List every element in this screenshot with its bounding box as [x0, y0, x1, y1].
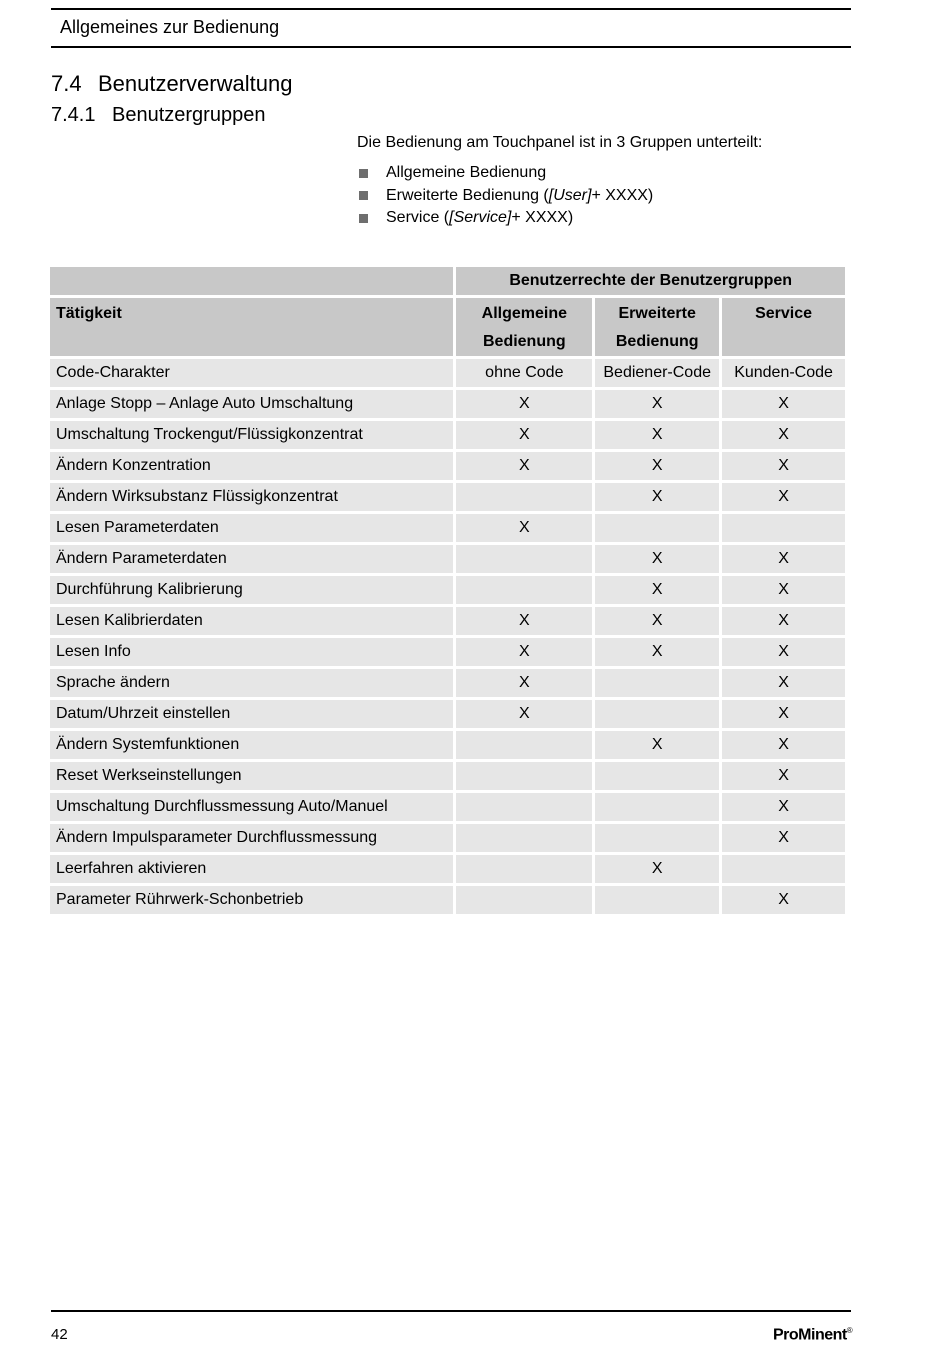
row-label: Parameter Rührwerk-Schonbetrieb [50, 886, 453, 914]
cell-service: X [722, 824, 845, 852]
cell-service: X [722, 638, 845, 666]
cell-extended [595, 793, 719, 821]
cell-general [456, 731, 592, 759]
list-item-text: Service ( [386, 209, 450, 227]
table-row [50, 886, 845, 914]
row-label: Sprache ändern [50, 669, 453, 697]
subsection-title: Benutzergruppen [112, 104, 266, 126]
table-group-header: Benutzerrechte der Benutzergruppen [456, 267, 845, 295]
cell-general: X [456, 700, 592, 728]
row-label: Ändern Impulsparameter Durchflussmessung [50, 824, 453, 852]
cell-general [456, 824, 592, 852]
section-heading [51, 71, 292, 97]
table-row [50, 452, 845, 480]
cell-general [456, 793, 592, 821]
cell-extended: X [595, 855, 719, 883]
table-row [50, 855, 845, 883]
row-label: Code-Charakter [50, 359, 453, 387]
table-body [50, 390, 845, 914]
cell-general: X [456, 514, 592, 542]
column-header-extended [595, 298, 719, 356]
footer-divider [51, 1310, 851, 1312]
page-number: 42 [51, 1326, 68, 1343]
cell-extended: Bediener-Code [595, 359, 719, 387]
cell-extended: X [595, 607, 719, 635]
row-label: Leerfahren aktivieren [50, 855, 453, 883]
table-row [50, 669, 845, 697]
cell-service: Kunden-Code [722, 359, 845, 387]
column-header-general [456, 298, 592, 356]
cell-general: X [456, 390, 592, 418]
table-row [50, 576, 845, 604]
cell-service: X [722, 607, 845, 635]
cell-general [456, 576, 592, 604]
column-header-line: Bedienung [615, 333, 699, 350]
cell-extended [595, 514, 719, 542]
list-item-text-suffix: + XXXX) [511, 209, 574, 227]
brand-logo-text: ProMinent [773, 1326, 847, 1344]
cell-service: X [722, 793, 845, 821]
column-header-service: Service [722, 298, 845, 356]
table-row [50, 545, 845, 573]
list-item-key: [User] [548, 186, 592, 204]
cell-service: X [722, 762, 845, 790]
cell-extended [595, 886, 719, 914]
cell-service: X [722, 545, 845, 573]
table-row [50, 390, 845, 418]
subsection-number: 7.4.1 [51, 104, 96, 126]
row-label: Umschaltung Trockengut/Flüssigkonzentrat [50, 421, 453, 449]
row-label: Lesen Parameterdaten [50, 514, 453, 542]
cell-extended [595, 824, 719, 852]
table-row [50, 483, 845, 511]
list-item-text: Allgemeine Bedienung [386, 164, 547, 182]
column-header-line: Erweiterte [618, 305, 696, 322]
cell-service [722, 514, 845, 542]
cell-general: X [456, 452, 592, 480]
list-item [357, 207, 653, 230]
row-label: Lesen Kalibrierdaten [50, 607, 453, 635]
table-row [50, 638, 845, 666]
table-row [50, 824, 845, 852]
running-header-title: Allgemeines zur Bedienung [60, 17, 280, 37]
cell-service: X [722, 731, 845, 759]
row-label: Anlage Stopp – Anlage Auto Umschaltung [50, 390, 453, 418]
row-label: Ändern Wirksubstanz Flüssigkonzentrat [50, 483, 453, 511]
table-header-blank [50, 267, 453, 295]
column-header-activity: Tätigkeit [50, 298, 453, 356]
cell-general [456, 483, 592, 511]
cell-general [456, 545, 592, 573]
cell-extended [595, 669, 719, 697]
subsection-heading [51, 104, 265, 127]
square-bullet-icon [359, 169, 368, 178]
row-label: Ändern Parameterdaten [50, 545, 453, 573]
table-row [50, 700, 845, 728]
cell-service: X [722, 452, 845, 480]
user-rights-table [47, 264, 848, 917]
running-header [51, 8, 851, 48]
cell-extended: X [595, 545, 719, 573]
section-number: 7.4 [51, 71, 82, 96]
cell-service: X [722, 669, 845, 697]
row-label: Datum/Uhrzeit einstellen [50, 700, 453, 728]
row-label: Lesen Info [50, 638, 453, 666]
cell-service: X [722, 576, 845, 604]
cell-service: X [722, 700, 845, 728]
cell-extended: X [595, 638, 719, 666]
table-row [50, 421, 845, 449]
cell-service: X [722, 421, 845, 449]
group-list [357, 162, 653, 230]
table-row [50, 607, 845, 635]
cell-general: ohne Code [456, 359, 592, 387]
cell-extended [595, 762, 719, 790]
row-label: Ändern Konzentration [50, 452, 453, 480]
cell-extended: X [595, 452, 719, 480]
cell-extended: X [595, 421, 719, 449]
row-label: Umschaltung Durchflussmessung Auto/Manuel [50, 793, 453, 821]
list-item [357, 162, 653, 185]
cell-extended: X [595, 576, 719, 604]
square-bullet-icon [359, 191, 368, 200]
cell-extended: X [595, 483, 719, 511]
intro-text: Die Bedienung am Touchpanel ist in 3 Gruppen unterteilt: [357, 134, 763, 151]
cell-extended [595, 700, 719, 728]
list-item-text: Erweiterte Bedienung ( [386, 186, 549, 204]
cell-service: X [722, 886, 845, 914]
brand-logo [773, 1326, 852, 1344]
table-row [50, 514, 845, 542]
table-row [50, 793, 845, 821]
cell-general [456, 762, 592, 790]
table-row [50, 731, 845, 759]
cell-general: X [456, 669, 592, 697]
table-row [50, 762, 845, 790]
row-label: Ändern Systemfunktionen [50, 731, 453, 759]
list-item [357, 185, 653, 208]
cell-general: X [456, 421, 592, 449]
table-row-code [50, 359, 845, 387]
cell-general [456, 855, 592, 883]
cell-general: X [456, 638, 592, 666]
cell-service [722, 855, 845, 883]
row-label: Reset Werkseinstellungen [50, 762, 453, 790]
list-item-key: [Service] [449, 209, 512, 227]
cell-extended: X [595, 731, 719, 759]
cell-general [456, 886, 592, 914]
cell-general: X [456, 607, 592, 635]
row-label: Durchführung Kalibrierung [50, 576, 453, 604]
list-item-text-suffix: + XXXX) [591, 186, 654, 204]
square-bullet-icon [359, 214, 368, 223]
section-title: Benutzerverwaltung [98, 71, 293, 96]
registered-mark: ® [846, 1326, 853, 1335]
cell-service: X [722, 483, 845, 511]
cell-service: X [722, 390, 845, 418]
cell-extended: X [595, 390, 719, 418]
column-header-line: Bedienung [482, 333, 566, 350]
column-header-line: Allgemeine [481, 305, 567, 322]
